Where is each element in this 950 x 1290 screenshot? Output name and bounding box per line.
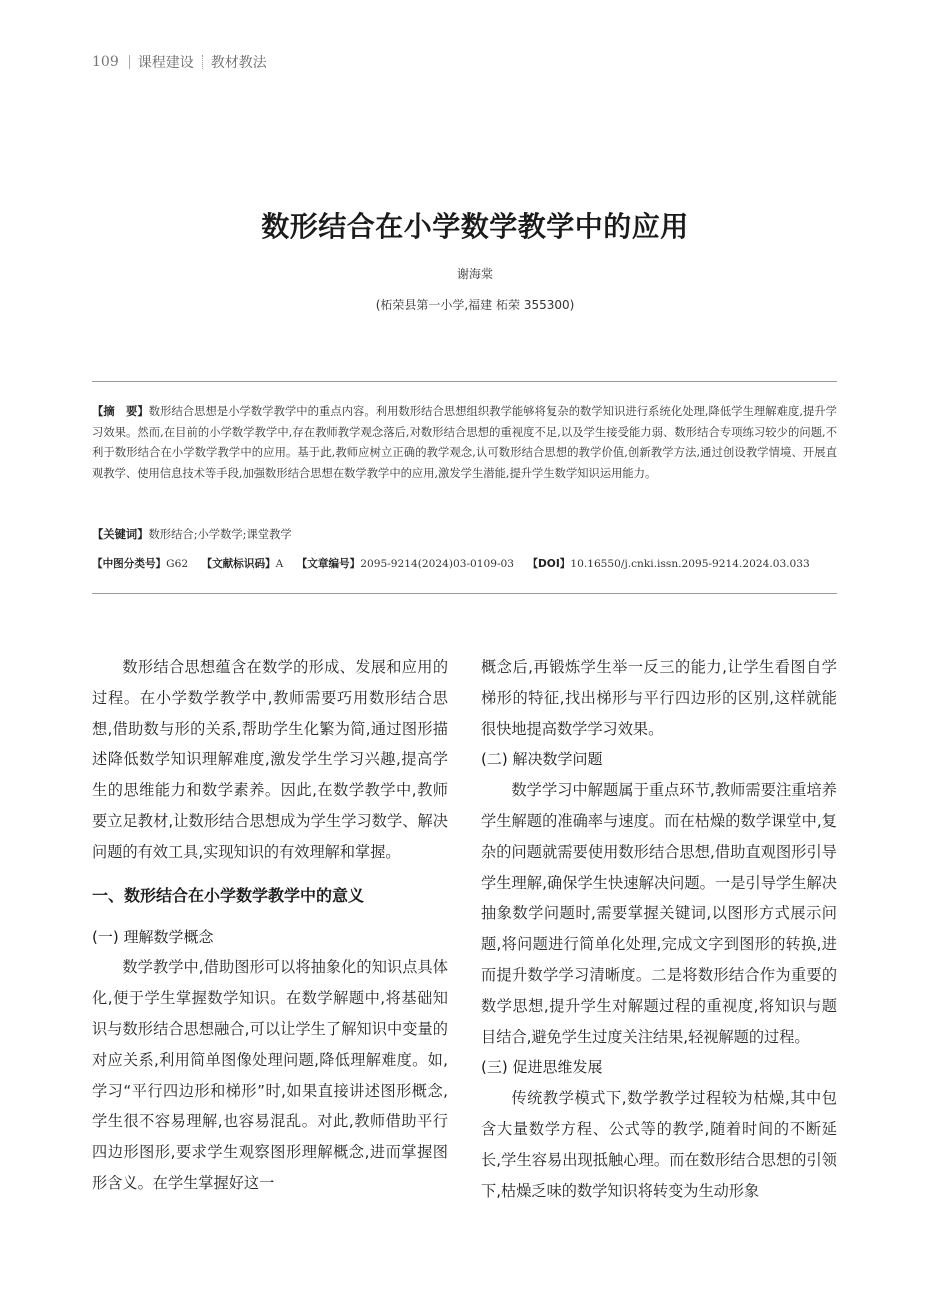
header-section: 课程建设 xyxy=(137,55,194,71)
abstract-text: 数形结合思想是小学数学教学中的重点内容。利用数形结合思想组织教学能够将复杂的数学知识进行系统化处理,降低学生理解难度,提升学习效果。然而,在目前的小学数学教学中,存在教师教学观念落后,对数形结合思想的重视度不足,以及学生接受能力弱、数形结合专项练习较少的问题,不利于数形结合在小学数学教学中的应用。基于此,教师应树立正确的教学观念,认可数形结合思想的教学价值,创新教学方法,通过创设教学情境、开展直观教学、使用信息技术等手段,加强数形结合思想在数学教学中的应用,激发学生潜能,提升学生数学知识运用能力。 xyxy=(92,405,837,480)
article-title: 数形结合在小学数学教学中的应用 xyxy=(261,210,689,243)
intro-paragraph: 数形结合思想蕴含在数学的形成、发展和应用的过程。在小学数学教学中,教师需要巧用数形结合思想,借助数与形的关系,帮助学生化繁为简,通过图形描述降低数学知识理解难度,激发学生学习兴趣,提高学生的思维能力和数学素养。因此,在数学教学中,教师要立足教材,让数形结合思想成为学生学习数学、解决问题的有效工具,实现知识的有效理解和掌握。 xyxy=(92,658,448,861)
section-heading-1: 一、数形结合在小学数学教学中的意义 xyxy=(92,885,365,905)
subsection-2-paragraph: 数学学习中解题属于重点环节,教师需要注重培养学生解题的准确率与速度。而在枯燥的数学课堂中,复杂的问题就需要使用数形结合思想,借助直观图形引导学生理解,确保学生快速解决问题。一是引导学生解决抽象数学问题时,需要掌握关键词,以图形方式展示问题,将问题进行简单化处理,完成文字到图形的转换,进而提升数学学习清晰度。二是将数形结合作为重要的数学思想,提升学生对解题过程的重视度,将知识与题目结合,避免学生过度关注结果,轻视解题的过程。 xyxy=(481,781,837,1046)
article-author: 谢海棠 xyxy=(456,267,493,281)
keywords-block xyxy=(92,526,837,542)
doc-code-label: 【文献标识码】 xyxy=(201,558,276,570)
body-column-left xyxy=(92,652,448,1199)
keywords-label: 【关键词】 xyxy=(92,528,149,541)
abstract-bottom-rule xyxy=(92,593,837,594)
header-divider xyxy=(129,55,130,69)
keywords-text: 数形结合;小学数学;课堂教学 xyxy=(148,528,292,541)
body-column-right xyxy=(481,652,837,1206)
abstract-block xyxy=(92,402,837,484)
subsection-1-continuation: 概念后,再锻炼学生举一反三的能力,让学生看图自学梯形的特征,找出梯形与平行四边形的区别,这样就能很快地提高数学学习效果。 xyxy=(481,658,837,738)
subsection-heading-2: (二) 解决数学问题 xyxy=(481,750,603,769)
doi-value: 10.16550/j.cnki.issn.2095-9214.2024.03.033 xyxy=(570,558,810,570)
running-header xyxy=(92,52,267,72)
doi-label: 【DOI】 xyxy=(527,558,571,570)
page-number: 109 xyxy=(92,54,119,70)
subsection-heading-1: (一) 理解数学概念 xyxy=(92,927,214,946)
header-dotted-divider xyxy=(202,55,203,69)
article-number-label: 【文章编号】 xyxy=(296,558,361,570)
clc-value: G62 xyxy=(166,558,189,570)
clc-label: 【中图分类号】 xyxy=(92,558,167,570)
header-subsection: 教材教法 xyxy=(210,55,267,71)
subsection-heading-3: (三) 促进思维发展 xyxy=(481,1058,603,1077)
abstract-top-rule xyxy=(92,381,837,382)
article-number-value: 2095-9214(2024)03-0109-03 xyxy=(360,558,515,570)
doc-code-value: A xyxy=(275,558,284,570)
subsection-3-paragraph: 传统教学模式下,数学教学过程较为枯燥,其中包含大量数学方程、公式等的教学,随着时间的不断延长,学生容易出现抵触心理。而在数形结合思想的引领下,枯燥乏味的数学知识将转变为生动形象 xyxy=(481,1089,837,1200)
classification-line xyxy=(92,556,842,571)
abstract-label: 【摘 要】 xyxy=(92,405,149,418)
author-affiliation: (柘荣县第一小学,福建 柘荣 355300) xyxy=(375,298,575,312)
subsection-1-paragraph: 数学教学中,借助图形可以将抽象化的知识点具体化,便于学生掌握数学知识。在数学解题中,将基础知识与数形结合思想融合,可以让学生了解知识中变量的对应关系,利用简单图像处理问题,降低理解难度。如,学习“平行四边形和梯形”时,如果直接讲述图形概念,学生很不容易理解,也容易混乱。对此,教师借助平行四边形图形,要求学生观察图形理解概念,进而掌握图形含义。在学生掌握好这一 xyxy=(92,958,448,1192)
